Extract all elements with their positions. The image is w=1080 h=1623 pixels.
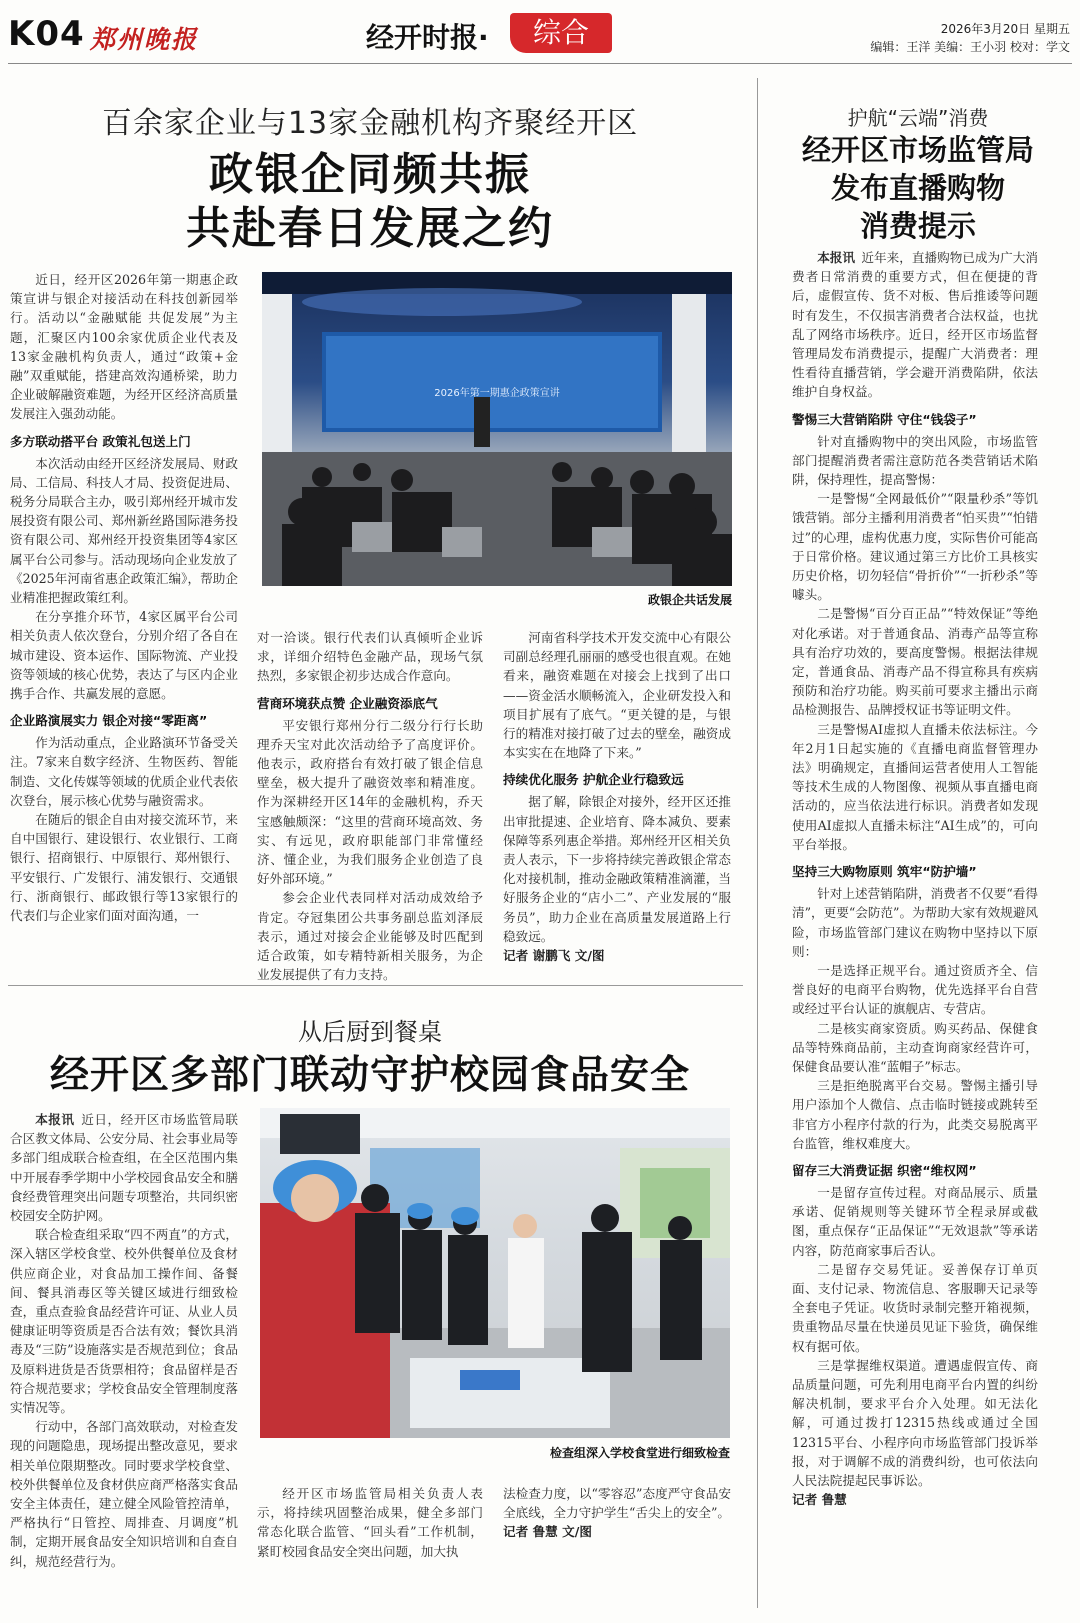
a2-lead-tag: 本报讯 <box>35 1112 75 1127</box>
a1-byline: 记者 谢鹏飞 文/图 <box>503 948 605 964</box>
a3-paragraph: 二是留存交易凭证。妥善保存订单页面、支付记录、物流信息、客服聊天记录等全套电子凭证。收货时录制完整开箱视频，贵重物品尽量在快递员见证下验货，确保维权有据可依。 <box>792 1261 1038 1354</box>
a1-photo-caption: 政银企共话发展 <box>647 593 732 607</box>
a2-photo-scene <box>260 1108 730 1438</box>
a3-lead-paragraph <box>792 248 1038 402</box>
a3-paragraph: 一是留存宣传过程。对商品展示、质量承诺、促销规则等关键环节全程录屏或截图，重点保存“正品保证”“无效退款”等承诺内容，防范商家事后否认。 <box>792 1184 1038 1258</box>
right-column-divider <box>757 78 758 1608</box>
a1-c2-paragraph: 参会企业代表同样对活动成效给予肯定。夺冠集团公共事务副总监刘泽辰表示，通过对接会企业能够及时匹配到适合政策，如专精特新相关服务，为企业发展提供了有力支持。 <box>257 890 483 983</box>
a2-lead-text: 近日，经开区市场监管局联合区教文体局、公安分局、社会事业局等多部门组成联合检查组，在全区范围内集中开展春季学期中小学校园食品安全和膳食经费管理突出问题专项整治，共同织密校园安全防护网。 <box>10 1112 239 1224</box>
a3-lead-tag: 本报讯 <box>817 250 856 265</box>
a2-column-3 <box>503 1484 731 1542</box>
a2-column-1 <box>10 1110 238 1571</box>
a1-c2-paragraph: 平安银行郑州分行二级分行行长助理乔天宝对此次活动给予了高度评价。他表示，政府搭台有效打破了银企信息壁垒，极大提升了融资效率和精准度。作为深耕经开区14年的金融机构，乔天宝感触颇深：“这里的营商环境高效、务实、有远见，政府职能部门非常懂经济、懂企业，为我们服务企业创造了良好外部环境。” <box>257 717 483 887</box>
a3-paragraph: 二是核实商家资质。购买药品、保健食品等特殊商品前，主动查询商家经营许可，保健食品要认准“蓝帽子”标志。 <box>792 1020 1038 1074</box>
a1-subheading: 多方联动搭平台 政策礼包送上门 <box>10 433 191 449</box>
a3-paragraph: 针对上述营销陷阱，消费者不仅要“看得清”，更要“会防范”。为帮助大家有效规避风险，市场监管部门建议在购物中坚持以下原则： <box>792 886 1039 959</box>
a1-title-line1: 政银企同频共振 <box>209 149 531 200</box>
issue-date: 2026年3月20日 星期五 <box>940 22 1070 36</box>
a3-paragraph: 一是选择正规平台。通过资质齐全、信誉良好的电商平台购物，优先选择平台自营或经过平台认证的旗舰店、专营店。 <box>792 962 1038 1017</box>
editor-credits: 编辑：王洋 美编：王小羽 校对：学文 <box>870 40 1070 54</box>
a3-paragraph: 一是警惕“全网最低价”“限量秒杀”等饥饿营销。部分主播利用消费者“怕买贵”“怕错过”的心理，虚构优惠力度，实际售价可能高于日常价格。建议通过第三方比价工具核实历史价格，切勿轻信“骨折价”“一折秒杀”等噱头。 <box>792 491 1039 603</box>
page-number: K04 <box>8 14 85 54</box>
a2-c2-paragraph: 经开区市场监管局相关负责人表示，将持续巩固整治成果，健全多部门常态化联合监管、“回头看”工作机制，紧盯校园食品安全突出问题，加大执 <box>257 1486 483 1559</box>
a1-column-2 <box>257 628 483 984</box>
a2-title: 经开区多部门联动守护校园食品安全 <box>49 1053 690 1098</box>
section-tag: 综合 <box>510 13 612 53</box>
a1-kicker: 百余家企业与13家金融机构齐聚经开区 <box>101 106 639 141</box>
a2-photo-caption: 检查组深入学校食堂进行细致检查 <box>549 1446 730 1460</box>
a1-c2-paragraph: 对一洽谈。银行代表们认真倾听企业诉求，详细介绍特色金融产品，现场气氛热烈，多家银企初步达成合作意向。 <box>257 630 483 684</box>
a2-c1-paragraph: 联合检查组采取“四不两直”的方式，深入辖区学校食堂、校外供餐单位及食材供应商企业，对食品加工操作间、备餐间、餐具消毒区等关键区域进行细致检查，重点查验食品经营许可证、从业人员健康证明等资质是否合法有效；餐饮具消毒及“三防”设施落实是否规范到位；食品及原料进货是否货票相符；食品留样是否符合规范要求；学校食品安全管理制度落实情况等。 <box>10 1227 238 1416</box>
a3-paragraph: 针对直播购物中的突出风险，市场监管部门提醒消费者需注意防范各类营销话术陷阱，保持理性，提高警惕： <box>792 433 1038 488</box>
a1-c1-paragraph: 在随后的银企自由对接交流环节，来自中国银行、建设银行、农业银行、工商银行、招商银行、中原银行、郑州银行、平安银行、广发银行、浦发银行、交通银行、浙商银行、邮政银行等13家银行的代表们与企业家们面对面沟通，一 <box>10 812 238 924</box>
header-rule <box>8 63 1072 64</box>
a1-subheading: 企业路演展实力 银企对接“零距离” <box>10 713 208 729</box>
a1-bottom-rule <box>8 985 743 986</box>
a2-c1-paragraph: 行动中，各部门高效联动，对检查发现的问题隐患，现场提出整改意见，要求相关单位限期整改。同时要求学校食堂、校外供餐单位及食材供应商严格落实食品安全主体责任，建立健全风险管控清单，严格执行“日管控、周排查、月调度”机制，定期开展食品安全知识培训和自查自纠，规范经营行为。 <box>10 1419 238 1569</box>
a1-title-line2: 共赴春日发展之约 <box>186 203 554 254</box>
a3-subheading: 警惕三大营销陷阱 守住“钱袋子” <box>792 411 977 427</box>
a2-photo <box>260 1108 730 1438</box>
a1-photo-scene <box>262 272 732 586</box>
a3-body <box>792 248 1038 1510</box>
a1-column-1 <box>10 270 238 925</box>
a1-subheading: 营商环境获点赞 企业融资添底气 <box>257 695 438 711</box>
a3-subheading: 坚持三大购物原则 筑牢“防护墙” <box>792 864 977 880</box>
paper-logo: 郑州晚报 <box>90 25 199 54</box>
a3-title-line2: 发布直播购物 <box>830 171 1005 205</box>
a2-c3-paragraph: 法检查力度，以“零容忍”态度严守食品安全底线，全力守护学生“舌尖上的安全”。 <box>503 1486 731 1521</box>
a1-photo <box>262 272 732 586</box>
a1-subheading: 持续优化服务 护航企业行稳致远 <box>503 772 684 788</box>
a3-paragraph: 三是警惕AI虚拟人直播未依法标注。今年2月1日起实施的《直播电商监督管理办法》明确规定，直播间运营者使用人工智能等技术生成的人物图像、视频从事直播电商活动的，应当依法进行标识。消费者如发现使用AI虚拟人直播未标注“AI生成”的，可向平台举报。 <box>792 721 1038 852</box>
a3-paragraph: 二是警惕“百分百正品”“特效保证”等绝对化承诺。对于普通食品、消毒产品等宣称具有治疗功效的，要高度警惕。根据法律规定，普通食品、消毒产品不得宣称具有疾病预防和治疗功能。购买前可要求主播出示商品检测报告、品牌授权证书等证明文件。 <box>792 606 1038 718</box>
a1-c1-paragraph: 近日，经开区2026年第一期惠企政策宣讲与银企对接活动在科技创新园举行。活动以“金融赋能 共促发展”为主题，汇聚区内100余家优质企业代表及13家金融机构负责人，通过“政策+金融”双重赋能，搭建高效沟通桥梁，助力企业破解融资难题，为经开区经济高质量发展注入强劲动能。 <box>10 272 238 422</box>
a3-title-line1: 经开区市场监管局 <box>801 133 1034 167</box>
a1-c3-paragraph: 河南省科学技术开发交流中心有限公司副总经理孔丽丽的感受也很直观。在她看来，融资难题在对接会上找到了出口——资金活水顺畅流入，企业研发投入和项目扩展有了底气。“更关键的是，与银行的精准对接打破了过去的壁垒，融资成本实实在在地降了下来。” <box>503 630 731 761</box>
a3-paragraph: 三是掌握维权渠道。遭遇虚假宣传、商品质量问题，可先利用电商平台内置的纠纷解决机制，要求平台介入处理。如无法化解，可通过拨打12315热线或通过全国12315平台、小程序向市场监管部门投诉举报，对于调解不成的消费纠纷，也可依法向人民法院提起民事诉讼。 <box>792 1357 1038 1488</box>
a1-c1-paragraph: 作为活动重点，企业路演环节备受关注。7家来自数字经济、生物医药、智能制造、文化传媒等领域的优质企业代表依次登台，展示核心优势与融资需求。 <box>10 735 238 808</box>
a3-title-line3: 消费提示 <box>859 209 976 243</box>
a1-photo-banner-text: 2026年第一期惠企政策宣讲 <box>434 388 560 399</box>
a1-column-3 <box>503 628 731 966</box>
a3-kicker: 护航“云端”消费 <box>847 106 989 130</box>
a2-lead-paragraph <box>10 1110 238 1225</box>
a3-lead-text: 近年来，直播购物已成为广大消费者日常消费的重要方式，但在便捷的背后，虚假宣传、货不对板、售后推诿等问题时有发生，不仅损害消费者合法权益，也扰乱了网络市场秩序。近日，经开区市场监督管理局发布消费提示，提醒广大消费者：理性看待直播营销，学会避开消费陷阱，依法维护自身权益。 <box>792 250 1039 400</box>
a3-paragraph: 三是拒绝脱离平台交易。警惕主播引导用户添加个人微信、点击临时链接或跳转至非官方小程序付款的行为，此类交易脱离平台监管，维权难度大。 <box>792 1078 1038 1151</box>
a1-c3-paragraph: 据了解，除银企对接外，经开区还推出审批提速、企业培育、降本减负、要素保障等系列惠企举措。郑州经开区相关负责人表示，下一步将持续完善政银企常态化对接机制，推动金融政策精准滴灌，当好服务企业的“店小二”、产业发展的“服务员”，助力企业在高质量发展道路上行稳致远。 <box>503 794 731 944</box>
a3-byline: 记者 鲁慧 <box>792 1492 847 1508</box>
a2-byline: 记者 鲁慧 文/图 <box>503 1524 592 1540</box>
a2-kicker: 从后厨到餐桌 <box>298 1018 442 1046</box>
a1-c1-paragraph: 在分享推介环节，4家区属平台公司相关负责人依次登台，分别介绍了各自在城市建设、资本运作、国际物流、产业投资等领域的核心优势，表达了与区内企业携手合作、共赢发展的意愿。 <box>10 609 238 702</box>
section-name: 经开时报· <box>366 21 489 54</box>
a1-c1-paragraph: 本次活动由经开区经济发展局、财政局、工信局、科技人才局、投资促进局、税务分局联合主办，吸引郑州经开城市发展投资有限公司、郑州新丝路国际港务投资有限公司、郑州经开投资集团等4家区属平台公司参与。活动现场向企业发放了《2025年河南省惠企政策汇编》，帮助企业精准把握政策红利。 <box>10 455 238 606</box>
a3-subheading: 留存三大消费证据 织密“维权网” <box>792 1162 977 1178</box>
a2-column-2 <box>257 1484 483 1561</box>
